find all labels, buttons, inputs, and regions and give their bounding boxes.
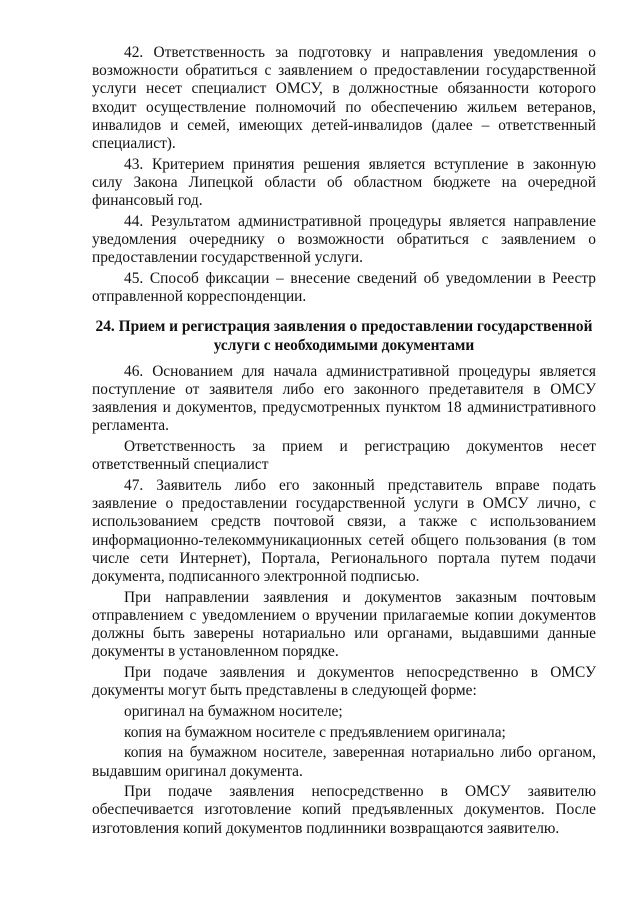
list-item-original: оригинал на бумажном носителе; [124,702,343,720]
paragraph-47-postal: При направлении заявления и документов заказным почтовым отправлением с уведомлением о вручении прилагаемые копии документов должны быть заверены нотариально или органами, выдавшими данные документы в установленном порядке. [92,588,596,661]
section-heading-24: 24. Прием и регистрация заявления о предоставлении государственной услуги с необходимыми документами [95,318,593,354]
paragraph-45: 45. Способ фиксации – внесение сведений об уведомлении в Реестр отправленной корреспонденции. [92,269,596,306]
paragraph-47: 47. Заявитель либо его законный представитель вправе подать заявление о предоставлении государственной услуги в ОМСУ лично, с использованием средств почтовой связи, а также с использованием информационно-телекоммуникационных сетей общего пользования (в том числе сети Интернет), Портала, Регионального портала путем подачи документа, подписанного электронной подписью. [92,476,596,585]
list-item-notarized-copy: копия на бумажном носителе, заверенная нотариально либо органом, выдавшим оригинал документа. [92,744,596,780]
paragraph-43: 43. Критерием принятия решения является вступление в законную силу Закона Липецкой области об областном бюджете на очередной финансовый год. [92,155,596,210]
paragraph-42: 42. Ответственность за подготовку и направления уведомления о возможности обратиться с заявлением о предоставлении государственной услуги несет специалист ОМСУ, в должностные обязанности которого входит осуществление полномочий по обеспечению жильем ветеранов, инвалидов и семей, имеющих детей-инвалидов (далее – ответственный специалист). [92,44,596,153]
list-item-copy-with-original: копия на бумажном носителе с предъявлением оригинала; [124,723,506,741]
paragraph-47-in-person: При подаче заявления и документов непосредственно в ОМСУ документы могут быть представлены в следующей форме: [92,664,596,700]
document-body [92,44,596,840]
paragraph-46-responsibility: Ответственность за прием и регистрацию документов несет ответственный специалист [92,438,596,474]
paragraph-46: 46. Основанием для начала административной процедуры является поступление от заявителя либо его законного предетавителя в ОМСУ заявления и документов, предусмотренных пунктом 18 административного регламента. [92,362,596,435]
paragraph-44: 44. Результатом административной процедуры является направление уведомления очереднику о возможности обратиться с заявлением о предоставлении государственной услуги. [92,212,596,267]
paragraph-47-copies: При подаче заявления непосредственно в ОМСУ заявителю обеспечивается изготовление копий предъявленных документов. После изготовления копий документов подлинники возвращаются заявителю. [92,783,596,837]
